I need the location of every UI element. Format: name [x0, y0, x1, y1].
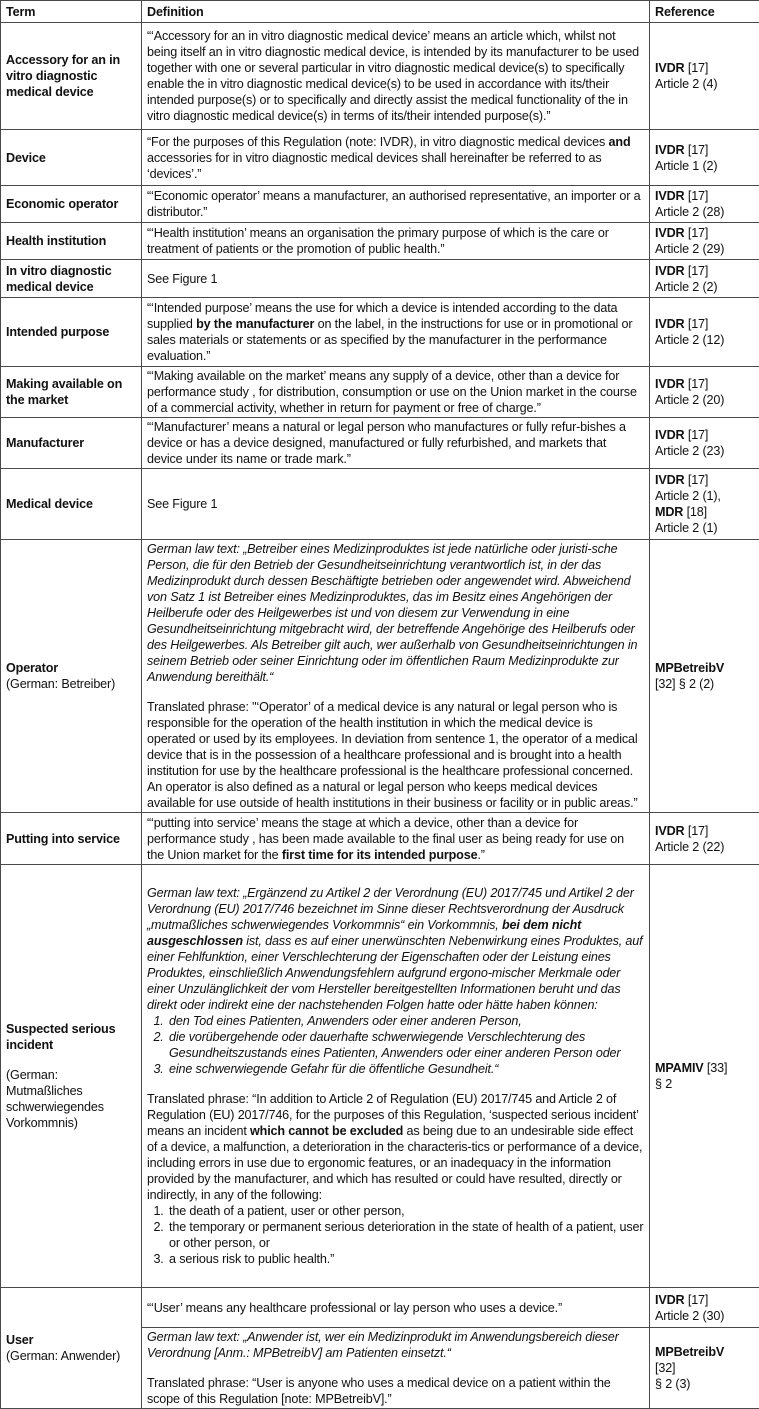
- german-emphasis: bei dem nicht ausgeschlossen: [147, 918, 581, 948]
- ref-cite: [17]: [685, 473, 709, 487]
- definition-text: accessories for in vitro diagnostic medical devices shall hereinafter be referred to as ‘devices’.”: [147, 151, 602, 181]
- reference-cell: [650, 469, 759, 540]
- term-cell: In vitro diagnostic medical device: [1, 260, 142, 298]
- reference-cell: [650, 418, 759, 469]
- ref-article: Article 2 (12): [655, 333, 724, 347]
- ref-article: Article 2 (29): [655, 242, 724, 256]
- ref-cite: [18]: [683, 505, 707, 519]
- definition-cell: “‘User’ means any healthcare professional or lay person who uses a device.”: [142, 1288, 650, 1328]
- term-cell: Medical device: [1, 469, 142, 540]
- term-german: (German: Mutmaßliches schwerwiegendes Vorkommnis): [6, 1067, 136, 1131]
- german-text: ist, dass es auf einer unerwünschten Nebenwirkung eines Produktes, auf einer Fehlfunktion, einer Verschlechterung der Eigenschaften oder der Leistung eines Produktes, einschließlich Anwendungsfehlern aufgrund ergono-mischer Merkmale oder einer Unzulänglichkeit der vom Hersteller bereitgestellten Informationen beruht und das direkt oder indirekt eine der nachstehenden Folgen hatte oder hätte haben können:: [147, 934, 643, 1012]
- ref-source: IVDR: [655, 1293, 685, 1307]
- table-row: [1, 469, 759, 540]
- ref-article: § 2 (3): [655, 1377, 690, 1391]
- translated-text: Translated phrase: “In addition to Article 2 of Regulation (EU) 2017/745 and Article 2 of Regulation (EU) 2017/746, for the purposes of this Regulation, ‘suspected serious incident’ means an incident: [147, 1092, 638, 1138]
- definition-cell: “‘Economic operator’ means a manufacturer, an authorised representative, an importer or a distributor.”: [142, 186, 650, 223]
- term-label: Suspected serious incident: [6, 1022, 115, 1052]
- ref-article: Article 2 (20): [655, 393, 724, 407]
- term-cell: [1, 540, 142, 813]
- translated-text: as being due to an undesirable side effect of a device, a malfunction, a deterioration in the characteris-tics or performance of a device, including errors in use due to ergonomic features, or an inadequacy in the information provided by the manufacturer, and which has resulted or could have resulted, directly or indirectly, in any of the following:: [147, 1124, 642, 1202]
- table-row: [1, 23, 759, 130]
- ref-cite: [32]: [655, 1361, 675, 1375]
- table-row: [1, 813, 759, 865]
- term-cell: Manufacturer: [1, 418, 142, 469]
- ref-source: IVDR: [655, 317, 685, 331]
- definition-cell: [142, 1328, 650, 1409]
- reference-cell: [650, 223, 759, 260]
- term-cell: Intended purpose: [1, 298, 142, 367]
- translated-phrase: Translated phrase: “User is anyone who uses a medical device on a patient within the scope of this Regulation [note: MPBetreibV].”: [147, 1375, 644, 1407]
- definition-text: “‘putting into service’ means the stage at which a device, other than a device for performance study , has been made available to the final user as being ready for use on the Union market for the: [147, 816, 624, 862]
- list-item: 2. the temporary or permanent serious deterioration in the state of health of a patient, user or other person, or: [167, 1219, 644, 1251]
- header-reference: Reference: [650, 1, 759, 23]
- ref-article: § 2: [655, 1077, 672, 1091]
- ref-source: IVDR: [655, 377, 685, 391]
- table-row: [1, 260, 759, 298]
- german-text: German law text: „Ergänzend zu Artikel 2 der Verordnung (EU) 2017/745 und Artikel 2 der Verordnung (EU) 2017/746 bezeichnet im Sinne dieser Rechtsverordnung der Ausdruck „mutmaßliches schwerwiegendes Vorkommnis“ ein Vorkommnis,: [147, 886, 634, 932]
- definition-text: “For the purposes of this Regulation (note: IVDR), in vitro diagnostic medical devices: [147, 135, 609, 149]
- german-law-text: [147, 885, 644, 1013]
- german-consequence-list: [147, 1013, 644, 1077]
- ref-source: IVDR: [655, 143, 685, 157]
- ref-cite: [17]: [685, 317, 709, 331]
- definition-cell: [142, 865, 650, 1288]
- table-row: [1, 1288, 759, 1328]
- reference-cell: [650, 186, 759, 223]
- ref-source: IVDR: [655, 473, 685, 487]
- definition-cell: “‘Manufacturer’ means a natural or legal person who manufactures or fully refur-bishes a device or has a device designed, manufactured or fully refurbished, and markets that device under its name or trade mark.”: [142, 418, 650, 469]
- definition-text: “‘Intended purpose’ means the use for which a device is intended according to the data supplied: [147, 301, 617, 331]
- definition-text: .”: [477, 848, 484, 862]
- ref-cite: [33]: [704, 1061, 728, 1075]
- ref-article: Article 2 (22): [655, 840, 724, 854]
- ref-article: Article 2 (2): [655, 280, 717, 294]
- ref-cite: [17]: [685, 264, 709, 278]
- reference-cell: [650, 865, 759, 1288]
- ref-source: IVDR: [655, 428, 685, 442]
- definition-cell: [142, 130, 650, 186]
- definition-cell: “‘Health institution’ means an organisation the primary purpose of which is the care or treatment of patients or the promotion of public health.”: [142, 223, 650, 260]
- reference-cell: [650, 23, 759, 130]
- definition-emphasis: first time for its intended purpose: [282, 848, 478, 862]
- reference-cell: [650, 1328, 759, 1409]
- header-definition: Definition: [142, 1, 650, 23]
- term-german: (German: Anwender): [6, 1348, 136, 1364]
- ref-article: Article 1 (2): [655, 159, 717, 173]
- ref-source: IVDR: [655, 61, 685, 75]
- reference-cell: [650, 367, 759, 418]
- list-item: 1. the death of a patient, user or other person,: [167, 1203, 644, 1219]
- definition-emphasis: by the manufacturer: [196, 317, 314, 331]
- reference-cell: [650, 260, 759, 298]
- ref-article: Article 2 (1): [655, 521, 717, 535]
- header-term: Term: [1, 1, 142, 23]
- reference-cell: [650, 540, 759, 813]
- ref-article: Article 2 (1),: [655, 489, 721, 503]
- ref-source: IVDR: [655, 226, 685, 240]
- translated-phrase: [147, 1091, 644, 1203]
- ref-cite: [17]: [685, 61, 709, 75]
- term-cell: Accessory for an in vitro diagnostic medical device: [1, 23, 142, 130]
- ref-cite: [17]: [685, 189, 709, 203]
- definition-cell: [142, 298, 650, 367]
- table-row: [1, 223, 759, 260]
- ref-source: IVDR: [655, 824, 685, 838]
- ref-source: MPBetreibV: [655, 661, 724, 675]
- translated-phrase: Translated phrase: "‘Operator’ of a medical device is any natural or legal person who is responsible for the operation of the health institution in which the medical device is operated or used by its employees. In deviation from sentence 1, the operator of a medical device that is in the possession of a healthcare professional and is brought into a health institution for use by the healthcare professional is the healthcare professional concerned. An operator is also defined as a natural or legal person who keeps medical devices available for use outside of health institutions in their business or facility or in public areas.”: [147, 699, 644, 811]
- translated-consequence-list: [147, 1203, 644, 1267]
- german-law-text: German law text: „Anwender ist, wer ein Medizinprodukt im Anwendungsbereich dieser Verordnung [Anm.: MPBetreibV] am Patienten einsetzt.“: [147, 1329, 644, 1361]
- term-cell: Economic operator: [1, 186, 142, 223]
- definition-cell: [142, 540, 650, 813]
- ref-cite: [17]: [685, 143, 709, 157]
- translated-emphasis: which cannot be excluded: [250, 1124, 403, 1138]
- ref-cite: [17]: [685, 824, 709, 838]
- german-law-text: German law text: „Betreiber eines Medizinproduktes ist jede natürliche oder juristi-sche Person, die für den Betrieb der Gesundheitseinrichtung verantwortlich ist, in der das Medizinprodukt durch dessen Beschäftigte betrieben oder angewendet wird. Abweichend von Satz 1 ist Betreiber eines Medizinproduktes, das im Besitz eines Angehörigen der Heilberufe oder des Heilgewerbes ist und von diesem zur Verwendung in eine Gesundheitseinrichtung mitgebracht wird, der betreffende Angehörige des Heilberufs oder des Heilgewerbes. Als Betreiber gilt auch, wer außerhalb von Gesundheitseinrichtungen in seinem Betrieb oder seiner Einrichtung oder im öffentlichen Raum Medizinprodukte zur Anwendung bereithält.“: [147, 541, 644, 685]
- ref-cite: [17]: [685, 377, 709, 391]
- term-cell: [1, 865, 142, 1288]
- list-item: 2. die vorübergehende oder dauerhafte schwerwiegende Verschlechterung des Gesundheitszustands eines Patienten, Anwenders oder einer anderen Person oder: [167, 1029, 644, 1061]
- table-row: [1, 865, 759, 1288]
- term-label: Operator: [6, 661, 58, 675]
- ref-cite: [17]: [685, 226, 709, 240]
- reference-cell: [650, 813, 759, 865]
- list-item: 3. eine schwerwiegende Gefahr für die öffentliche Gesundheit.“: [167, 1061, 644, 1077]
- definition-cell: “‘Making available on the market’ means any supply of a device, other than a device for performance study , for distribution, consumption or use on the Union market in the course of a commercial activity, whether in return for payment or free of charge.”: [142, 367, 650, 418]
- ref-cite: [17]: [685, 428, 709, 442]
- definition-text: on the label, in the instructions for use or in promotional or sales materials or statements or as specified by the manufacturer in the performance evaluation.”: [147, 317, 632, 363]
- term-cell: Making available on the market: [1, 367, 142, 418]
- table-row: [1, 418, 759, 469]
- table-row: [1, 298, 759, 367]
- definition-cell: See Figure 1: [142, 260, 650, 298]
- list-item: 1. den Tod eines Patienten, Anwenders oder einer anderen Person,: [167, 1013, 644, 1029]
- definition-cell: [142, 813, 650, 865]
- ref-article: Article 2 (23): [655, 444, 724, 458]
- reference-cell: [650, 1288, 759, 1328]
- table-header-row: [1, 1, 759, 23]
- definition-cell: See Figure 1: [142, 469, 650, 540]
- list-item: 3. a serious risk to public health.”: [167, 1251, 644, 1267]
- term-cell: Putting into service: [1, 813, 142, 865]
- reference-cell: [650, 130, 759, 186]
- ref-article: Article 2 (30): [655, 1309, 724, 1323]
- term-label: User: [6, 1333, 33, 1347]
- term-cell: Health institution: [1, 223, 142, 260]
- table-row: [1, 186, 759, 223]
- definition-cell: “‘Accessory for an in vitro diagnostic medical device’ means an article which, whilst not being itself an in vitro diagnostic medical device, is intended by its manufacturer to be used together with one or several particular in vitro diagnostic medical device(s) to specifically enable the in vitro diagnostic medical device(s) to be used in accordance with its/their intended purpose(s) or to specifically and directly assist the medical functionality of the in vitro diagnostic medical device(s) in terms of its/their intended purpose(s).”: [142, 23, 650, 130]
- table-row: [1, 367, 759, 418]
- ref-article: Article 2 (28): [655, 205, 724, 219]
- ref-article: [32] § 2 (2): [655, 677, 714, 691]
- definition-emphasis: and: [609, 135, 631, 149]
- ref-source: IVDR: [655, 264, 685, 278]
- term-german: (German: Betreiber): [6, 676, 136, 692]
- table-row: [1, 130, 759, 186]
- table-row: [1, 540, 759, 813]
- ref-source: MPBetreibV: [655, 1345, 724, 1359]
- reference-cell: [650, 298, 759, 367]
- ref-source: IVDR: [655, 189, 685, 203]
- ref-source: MPAMIV: [655, 1061, 704, 1075]
- term-cell: [1, 1288, 142, 1409]
- ref-source: MDR: [655, 505, 683, 519]
- ref-article: Article 2 (4): [655, 77, 717, 91]
- ref-cite: [17]: [685, 1293, 709, 1307]
- term-cell: Device: [1, 130, 142, 186]
